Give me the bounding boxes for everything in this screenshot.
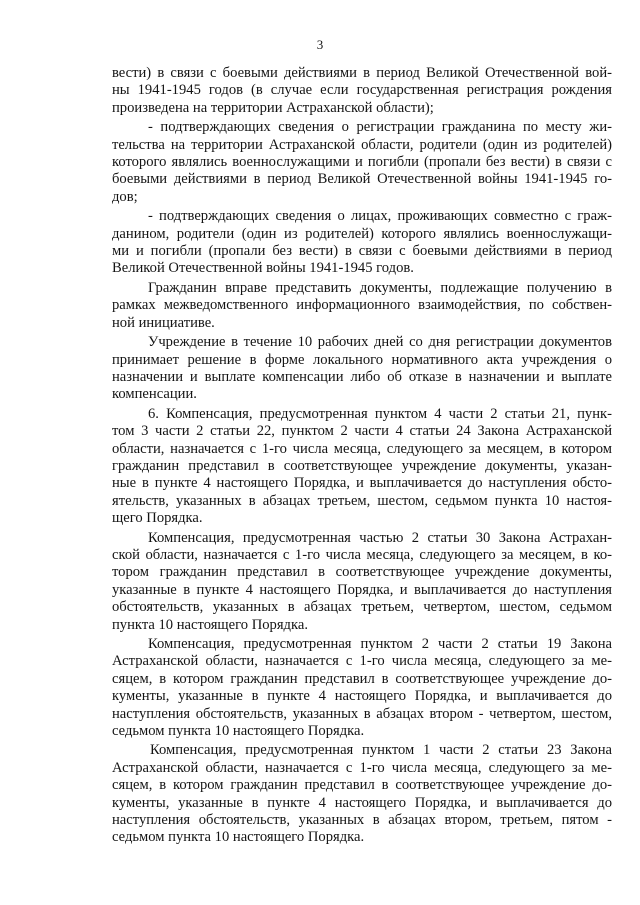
document-body [112, 65, 612, 849]
text-line: указанные в пункте 4 настоящего Порядка, и выплачивается до наступления [112, 581, 612, 598]
text-line: наступления обстоятельств, указанных в абзацах втором - четвертом, шестом, [112, 705, 612, 722]
text-line: которого являлись военнослужащими и погибли (пропали без вести) в связи с [112, 154, 612, 171]
text-line: принимает решение в форме локального нормативного акта учреждения о [112, 351, 612, 368]
text-line: Гражданин вправе представить документы, подлежащие получению в [148, 279, 612, 296]
text-line: сяцем, в котором гражданин представил в соответствующее учреждение до- [112, 777, 612, 794]
text-line: ные в пункте 4 настоящего Порядка, и выплачивается до наступления обсто- [112, 475, 612, 492]
text-line: Великой Отечественной войны 1941-1945 годов. [112, 260, 414, 277]
text-line: ми и погибли (пропали без вести) в связи с боевыми действиями в период [112, 243, 612, 260]
text-line: - подтверждающих сведения о регистрации гражданина по месту жи- [148, 119, 612, 136]
text-line: данином, родители (один из родителей) которого являлись военнослужащи- [112, 225, 612, 242]
text-line: Астраханской области, назначается с 1-го числа месяца, следующего за ме- [112, 759, 612, 776]
paragraph [112, 65, 612, 117]
text-line: Компенсация, предусмотренная частью 2 статьи 30 Закона Астрахан- [148, 529, 612, 546]
text-line: - подтверждающих сведения о лицах, проживающих совместно с граж- [148, 208, 612, 225]
text-line: гражданин представил в соответствующее учреждение документы, указан- [112, 457, 612, 474]
text-line: кументы, указанные в пункте 4 настоящего Порядка, и выплачивается до [112, 688, 612, 705]
text-line: тором гражданин представил в соответствующее учреждение документы, [112, 564, 612, 581]
text-line: тельства на территории Астраханской области, родители (один из родителей) [112, 136, 612, 153]
paragraph [112, 334, 612, 404]
text-line: ской области, назначается с 1-го числа месяца, следующего за месяцем, в ко- [112, 546, 612, 563]
text-line: том 3 части 2 статьи 22, пунктом 2 части 4 статьи 24 Закона Астраханской [112, 423, 612, 440]
text-line: щего Порядка. [112, 510, 203, 527]
text-line: назначении и выплате компенсации либо об отказе в назначении и выплате [112, 368, 612, 385]
text-line: ной инициативе. [112, 314, 215, 331]
paragraph [112, 208, 612, 278]
text-line: области, назначается с 1-го числа месяца, следующего за месяцем, в котором [112, 440, 612, 457]
text-line: сяцем, в котором гражданин представил в соответствующее учреждение до- [112, 670, 612, 687]
paragraph [112, 530, 612, 634]
text-line: рамках межведомственного информационного взаимодействия, по собствен- [112, 297, 612, 314]
text-line: кументы, указанные в пункте 4 настоящего Порядка, и выплачивается до [112, 794, 612, 811]
paragraph [112, 119, 612, 206]
text-line: Компенсация, предусмотренная пунктом 1 части 2 статьи 23 Закона [150, 742, 612, 759]
text-line: Компенсация, предусмотренная пунктом 2 части 2 статьи 19 Закона [148, 636, 612, 652]
text-line: Астраханской области, назначается с 1-го числа месяца, следующего за ме- [112, 653, 612, 670]
text-line: обстоятельств, указанных в абзацах третьем, четвертом, шестом, седьмом [112, 599, 612, 616]
text-line: седьмом пункта 10 настоящего Порядка. [112, 723, 365, 740]
text-line: седьмом пункта 10 настоящего Порядка. [112, 829, 365, 846]
text-line: 6. Компенсация, предусмотренная пунктом 4 части 2 статьи 21, пунк- [148, 405, 612, 422]
text-line: Учреждение в течение 10 рабочих дней со дня регистрации документов [148, 334, 612, 351]
paragraph [112, 406, 612, 528]
text-line: наступления обстоятельств, указанных в абзацах втором, третьем, пятом - [112, 812, 612, 829]
text-line: ятельств, указанных в абзацах третьем, шестом, седьмом пункта 10 настоя- [112, 492, 612, 509]
page-number: 3 [316, 37, 324, 52]
paragraph [112, 280, 612, 332]
paragraph [112, 636, 612, 740]
text-line: боевыми действиями в период Великой Отечественной войны 1941-1945 го- [112, 171, 612, 188]
text-line: дов; [112, 188, 138, 205]
text-line: произведена на территории Астраханской области); [112, 99, 434, 116]
text-line: ны 1941-1945 годов (в случае если государственная регистрация рождения [112, 82, 612, 99]
text-line: вести) в связи с боевыми действиями в период Великой Отечественной вой- [112, 65, 612, 81]
text-line: пункта 10 настоящего Порядка. [112, 616, 308, 633]
paragraph [112, 742, 612, 846]
text-line: компенсации. [112, 386, 197, 403]
